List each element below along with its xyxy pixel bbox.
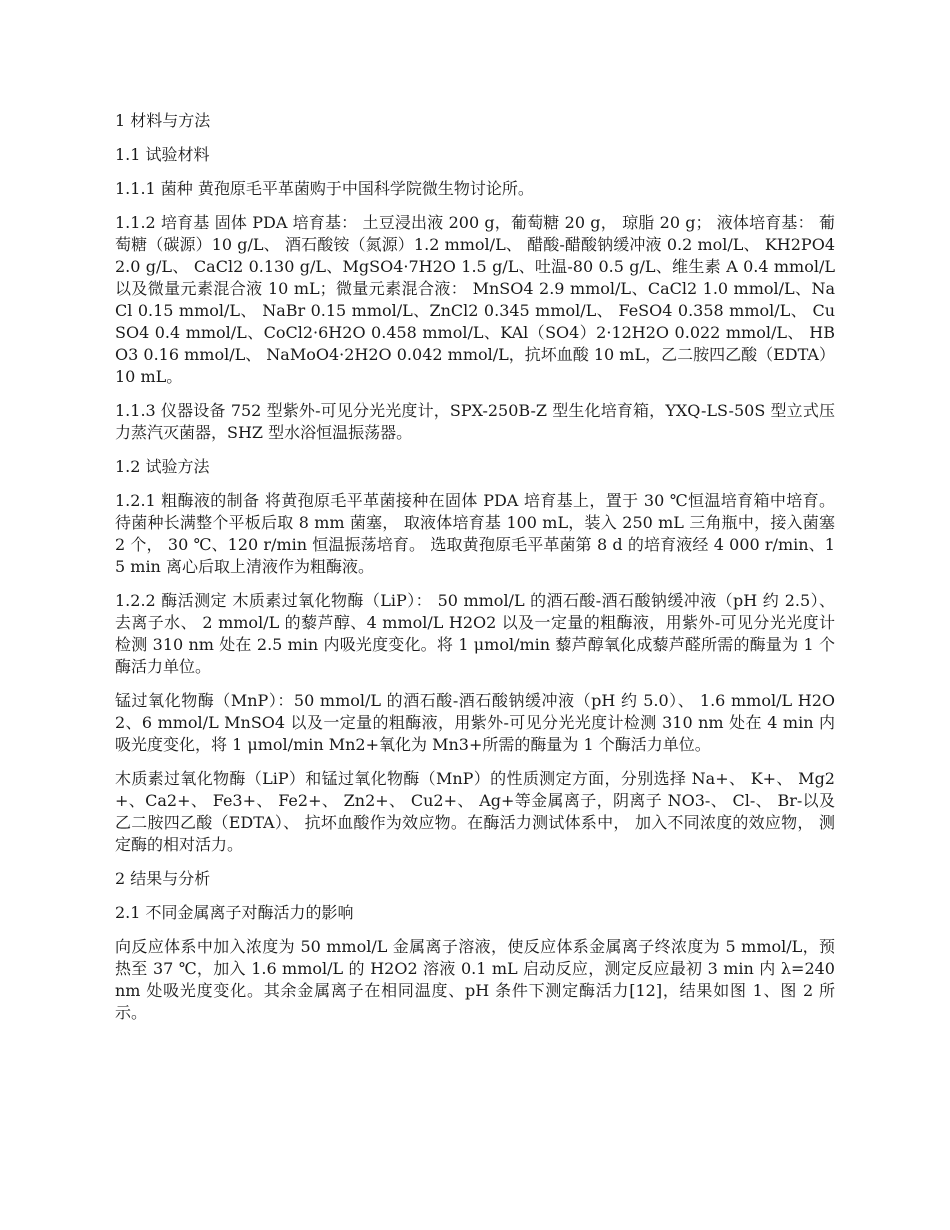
subsection-heading-metal-ions: 2.1 不同金属离子对酶活力的影响 [115, 903, 354, 922]
document-body [115, 110, 835, 1036]
paragraph-equipment: 1.1.3 仪器设备 752 型紫外-可见分光光度计，SPX-250B-Z 型生化培育箱，YXQ-LS-50S 型立式压力蒸汽灭菌器，SHZ 型水浴恒温振荡器。 [115, 401, 835, 442]
section-heading-materials-methods: 1 材料与方法 [115, 111, 211, 130]
subsection-heading-test-methods: 1.2 试验方法 [115, 457, 210, 476]
paragraph-metal-ion-method: 向反应体系中加入浓度为 50 mmol/L 金属离子溶液，使反应体系金属离子终浓度为 5 mmol/L，预热至 37 ℃，加入 1.6 mmol/L 的 H2O2 溶液 0.1 mL 启动反应，测定反应最初 3 min 内 λ=240 nm 处吸光度变化。其余金属离子在相同温度、pH 条件下测定酶活力[12]，结果如图 1、图 2 所示。 [115, 937, 835, 1022]
section-heading-results-analysis: 2 结果与分析 [115, 869, 211, 888]
paragraph-strain: 1.1.1 菌种 黄孢原毛平革菌购于中国科学院微生物讨论所。 [115, 179, 534, 198]
paragraph-enzyme-activity-lip: 1.2.2 酶活测定 木质素过氧化物酶（LiP）： 50 mmol/L 的酒石酸-酒石酸钠缓冲液（pH 约 2.5）、 去离子水、 2 mmol/L 的藜芦醇、4 mmol/L H2O2 以及一定量的粗酶液，用紫外-可见分光光度计检测 310 nm 处在 2.5 min 内吸光度变化。将 1 μmol/min 藜芦醇氧化成藜芦醛所需的酶量为 1 个酶活力单位。 [115, 591, 835, 676]
paragraph-property-determination: 木质素过氧化物酶（LiP）和锰过氧化物酶（MnP）的性质测定方面，分别选择 Na+、 K+、 Mg2+、Ca2+、 Fe3+、 Fe2+、 Zn2+、 Cu2+、 Ag+等金属离子，阴离子 NO3-、 Cl-、 Br-以及乙二胺四乙酸（EDTA）、 抗坏血酸作为效应物。在酶活力测试体系中， 加入不同浓度的效应物， 测定酶的相对活力。 [115, 769, 835, 854]
paragraph-enzyme-activity-mnp: 锰过氧化物酶（MnP）：50 mmol/L 的酒石酸-酒石酸钠缓冲液（pH 约 5.0）、 1.6 mmol/L H2O2、6 mmol/L MnSO4 以及一定量的粗酶液，用紫外-可见分光光度计检测 310 nm 处在 4 min 内吸光度变化，将 1 μmol/min Mn2+氧化为 Mn3+所需的酶量为 1 个酶活力单位。 [115, 691, 835, 754]
paragraph-crude-enzyme-preparation: 1.2.1 粗酶液的制备 将黄孢原毛平革菌接种在固体 PDA 培育基上，置于 30 ℃恒温培育箱中培育。待菌种长满整个平板后取 8 mm 菌塞， 取液体培育基 100 mL，装入 250 mL 三角瓶中，接入菌塞 2 个， 30 ℃、120 r/min 恒温振荡培育。 选取黄孢原毛平革菌第 8 d 的培育液经 4 000 r/min、15 min 离心后取上清液作为粗酶液。 [115, 491, 835, 576]
paragraph-culture-medium: 1.1.2 培育基 固体 PDA 培育基： 土豆浸出液 200 g，葡萄糖 20 g， 琼脂 20 g； 液体培育基： 葡萄糖（碳源）10 g/L、 酒石酸铵（氮源）1.2 mmol/L、 醋酸-醋酸钠缓冲液 0.2 mol/L、 KH2PO4 2.0 g/L、 CaCl2 0.130 g/L、MgSO4·7H2O 1.5 g/L、吐温-80 0.5 g/L、维生素 A 0.4 mmol/L 以及微量元素混合液 10 mL；微量元素混合液： MnSO4 2.9 mmol/L、CaCl2 1.0 mmol/L、NaCl 0.15 mmol/L、 NaBr 0.15 mmol/L、ZnCl2 0.345 mmol/L、 FeSO4 0.358 mmol/L、 CuSO4 0.4 mmol/L、CoCl2·6H2O 0.458 mmol/L、KAl（SO4）2·12H2O 0.022 mmol/L、 HBO3 0.16 mmol/L、 NaMoO4·2H2O 0.042 mmol/L，抗坏血酸 10 mL，乙二胺四乙酸（EDTA）10 mL。 [115, 213, 835, 386]
subsection-heading-test-materials: 1.1 试验材料 [115, 145, 210, 164]
